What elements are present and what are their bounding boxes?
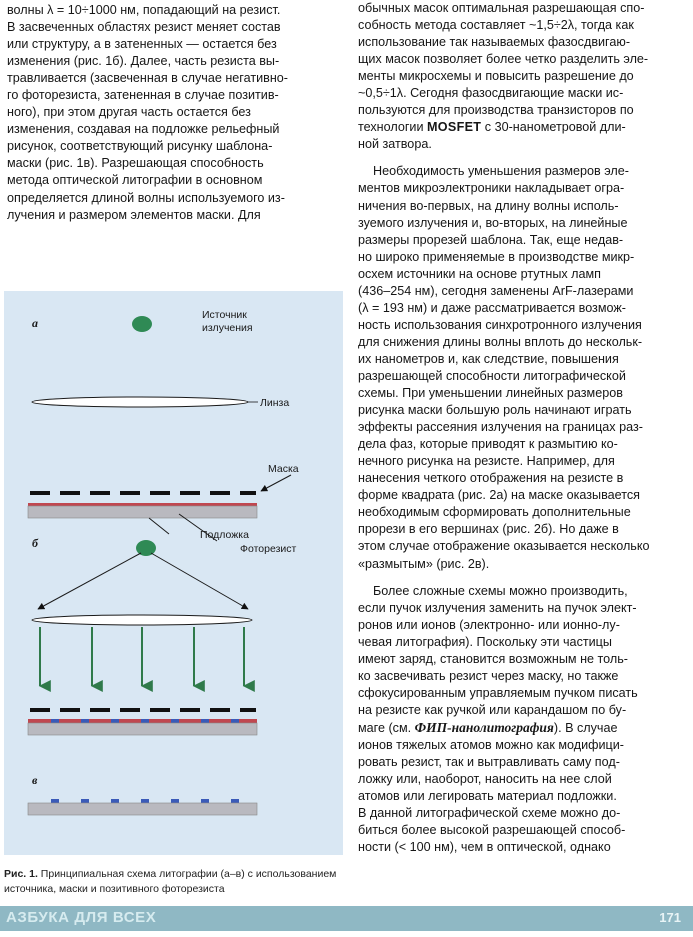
text-line: ровать резист, так и вытравливать саму под-	[358, 755, 620, 770]
caption-label: Рис. 1.	[4, 868, 38, 880]
text-line: щих масок позволяет более четко разделить эле-	[358, 52, 649, 67]
text-line: менты микросхемы и повысить разрешение до	[358, 69, 634, 84]
text-line: необходимым сформировать дополнительные	[358, 505, 631, 520]
ray-right	[151, 553, 248, 609]
tech-term: MOSFET	[427, 120, 482, 135]
link-prefix: маге (см.	[358, 720, 415, 735]
cross-reference-link[interactable]: ФИП-нанолитография	[414, 719, 554, 735]
text-line: (436–254 нм), сегодня заменены ArF-лазерами	[358, 283, 634, 298]
text-line: на резисте как ручкой или карандашом по бу-	[358, 702, 627, 717]
text-line: собность метода составляет ~1,5÷2λ, тогда как	[358, 18, 634, 33]
text-line: использование так называемых фазосдвигаю-	[358, 35, 631, 50]
text-line: ложку или, наоборот, наносить на нее слой	[358, 772, 612, 787]
text-line: ~0,5÷1λ. Сегодня фазосдвигающие маски ис-	[358, 86, 624, 101]
text-line: нечного рисунка на резисте. Например, для	[358, 454, 615, 469]
text-line: атомов или легировать материал подложки.	[358, 789, 617, 804]
text-line: осхем источники на основе ртутных ламп	[358, 266, 602, 281]
panel-a-letter: а	[32, 316, 38, 330]
text-line: изменения (рис. 1б). Далее, часть резиста вы-	[7, 54, 280, 69]
text-line: ионов тяжелых атомов можно как модифици-	[358, 737, 624, 752]
text-line: если пучок излучения заменить на пучок элект-	[358, 600, 637, 615]
text-line: ко засвечивать резист через маску, но также	[358, 668, 619, 683]
substrate-a	[28, 506, 257, 518]
text-line: метода оптической литографии в основном	[7, 173, 263, 188]
text-line: чевая литография). Поскольку эти частицы	[358, 634, 612, 649]
text-line: «размытым» (рис. 2в).	[358, 556, 490, 571]
text-line: или структуру, а в затененных — остается без	[7, 37, 277, 52]
text-line: (λ = 193 нм) и даже рассматривается возмож-	[358, 300, 626, 315]
page-number: 171	[659, 910, 681, 925]
left-column	[7, 2, 337, 224]
text-line: имеют заряд, становится возможным не толь-	[358, 651, 629, 666]
text-line: лучения и размером элементов маски. Для	[7, 207, 261, 222]
text-line: нанесения четкого отображения на резисте в	[358, 471, 624, 486]
text-line: Более сложные схемы можно производить,	[373, 583, 628, 598]
text-line: но широко применяемые в производстве микр-	[358, 249, 635, 264]
text-line: травливается (засвеченная в случае негативно-	[7, 71, 288, 86]
mask-label: Маска	[268, 463, 299, 475]
text-line: В засвеченных областях резист меняет состав	[7, 20, 281, 35]
text-line: рисунка маски большую роль начинают играть	[358, 403, 632, 418]
parallel-rays	[40, 627, 244, 686]
photoresist-a	[28, 503, 257, 506]
tech-suffix: с 30-нанометровой дли-	[481, 120, 626, 135]
section-title: АЗБУКА ДЛЯ ВСЕХ	[6, 909, 157, 926]
text-line: ничения во-первых, на длину волны исполь-	[358, 198, 619, 213]
text-line: рисунок, соответствующий рисунку шаблона-	[7, 139, 273, 154]
text-line: маски (рис. 1в). Разрешающая способность	[7, 156, 264, 171]
panel-c-letter: в	[32, 773, 38, 787]
lens-label: Линза	[260, 397, 290, 409]
text-line: волны λ = 10÷1000 нм, попадающий на резист.	[7, 3, 281, 17]
text-line: определяется длиной волны используемого из-	[7, 190, 285, 205]
substrate-leader	[149, 518, 169, 534]
mask-a	[30, 491, 256, 495]
substrate-label: Подложка	[200, 529, 249, 541]
panel-b-letter: б	[32, 536, 38, 550]
text-line: ронов или ионов (электронно- или ионно-лу-	[358, 617, 620, 632]
link-suffix: ). В случае	[553, 720, 618, 735]
source-label-line1: Источник	[202, 309, 247, 321]
text-line-link	[358, 719, 689, 737]
tech-prefix: технологии	[358, 120, 427, 135]
figure-lithography	[4, 291, 343, 855]
text-line: схемы. При уменьшении линейных размеров	[358, 386, 623, 401]
source-label-line2: излучения	[202, 322, 253, 334]
mask-pointer	[261, 475, 291, 491]
text-line: ность использования синхротронного излучения	[358, 317, 642, 332]
text-line: ности (< 100 нм), чем в оптической, однако	[358, 840, 611, 855]
text-line: сфокусированным управляемым пучком писать	[358, 685, 638, 700]
page-footer	[0, 906, 693, 931]
text-line: го фоторезиста, затененная в случае позитив-	[7, 88, 279, 103]
text-line: зуемого излучения и, во-вторых, на линейные	[358, 215, 628, 230]
mask-b	[30, 708, 256, 712]
text-line: В данной литографической схеме можно до-	[358, 806, 621, 821]
substrate-c	[28, 803, 257, 815]
radiation-source	[132, 316, 152, 332]
lithography-diagram	[4, 291, 343, 855]
developed-pattern-c	[51, 799, 239, 803]
figure-caption	[4, 867, 342, 896]
lens-b	[32, 615, 252, 625]
text-line: их нанометров и, как следствие, повышения	[358, 351, 619, 366]
text-line: прорези в его вершинах (рис. 2б). Но даже в	[358, 522, 619, 537]
text-line: изменения, создавая на подложке рельефный	[7, 122, 280, 137]
text-line: ментов микроэлектроники накладывает огра-	[358, 181, 625, 196]
text-line: эффекты рассеяния излучения на границах раз-	[358, 420, 643, 435]
ray-left	[38, 553, 141, 609]
text-line-mosfet	[358, 119, 689, 136]
substrate-b	[28, 723, 257, 735]
lens	[32, 397, 248, 407]
text-line: Необходимость уменьшения размеров эле-	[373, 164, 629, 179]
right-column	[358, 0, 689, 856]
text-line: обычных масок оптимальная разрешающая спо-	[358, 1, 645, 15]
text-line: дела фаз, которые приводят к размытию ко-	[358, 437, 618, 452]
photoresist-label: Фоторезист	[240, 543, 297, 555]
text-line: форме квадрата (рис. 2а) на маске оказывается	[358, 488, 640, 503]
text-line: размеры прорезей шаблона. Так, еще недав-	[358, 232, 624, 247]
text-line: для снижения длины волны вплоть до нескольк-	[358, 334, 643, 349]
caption-text: Принципиальная схема литографии (а–в) с использованием источника, маски и позитивного фоторезиста	[4, 868, 337, 895]
text-line: этом случае отображение оказывается несколько	[358, 539, 650, 554]
text-line: биться более высокой разрешающей способ-	[358, 823, 626, 838]
text-line: ного), при этом другая часть остается без	[7, 105, 251, 120]
text-line: ной затвора.	[358, 137, 432, 152]
text-line: пользуются для производства транзисторов по	[358, 103, 634, 118]
text-line: разрешающей способности литографической	[358, 368, 626, 383]
